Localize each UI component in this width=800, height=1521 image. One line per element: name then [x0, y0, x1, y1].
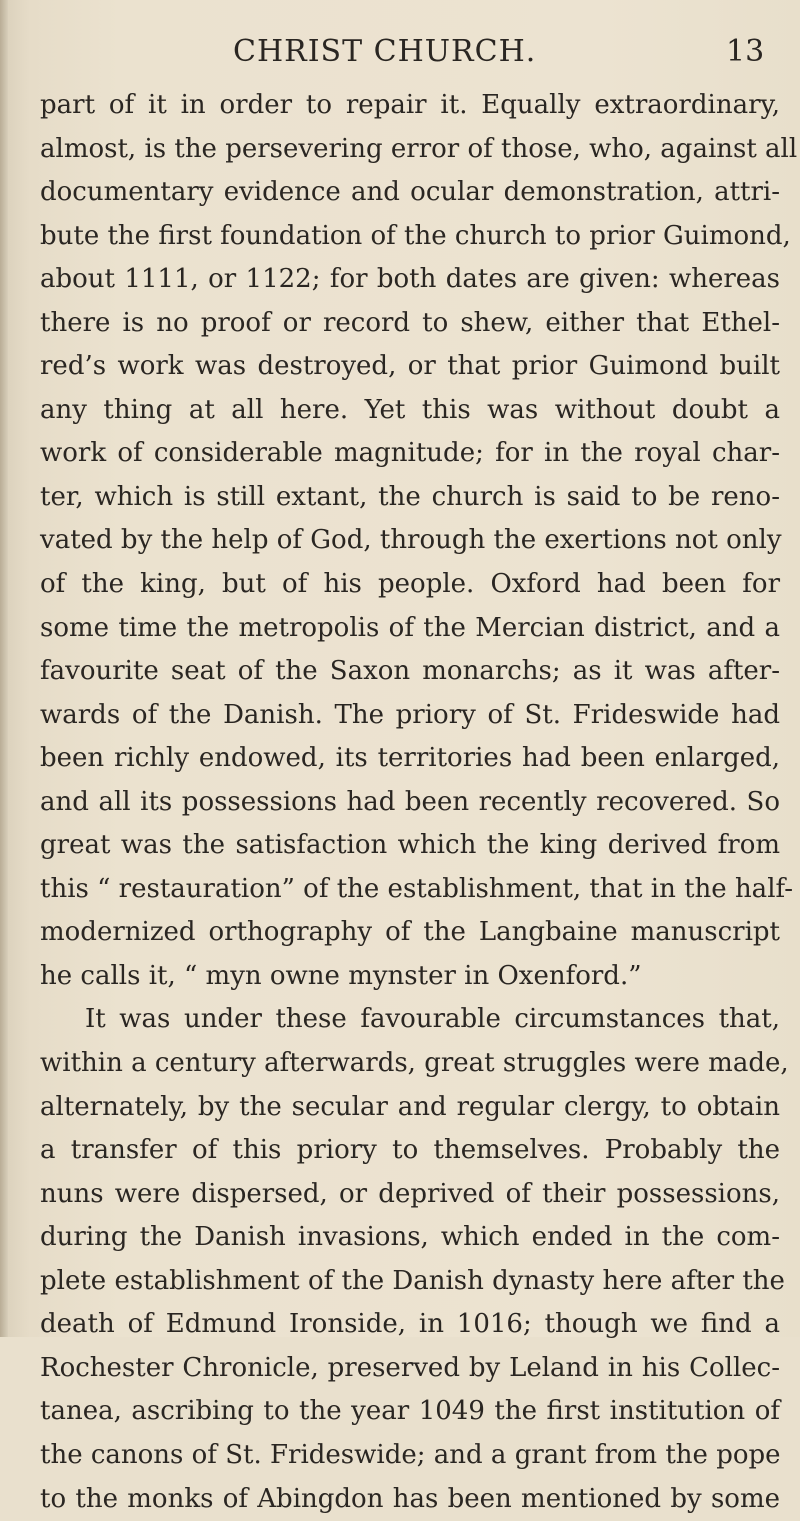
text-line: the canons of St. Frideswide; and a grant from the pope [40, 1434, 780, 1478]
text-line: Rochester Chronicle, preserved by Leland in his Collec- [40, 1347, 780, 1391]
text-line: vated by the help of God, through the exertions not only [40, 519, 780, 563]
text-line: during the Danish invasions, which ended in the com- [40, 1216, 780, 1260]
running-title: CHRIST CHURCH. [233, 34, 536, 69]
text-line: this “ restauration” of the establishment, that in the half- [40, 868, 780, 912]
page-spine-shadow [0, 0, 8, 1337]
text-line: nuns were dispersed, or deprived of their possessions, [40, 1173, 780, 1217]
text-line: of the king, but of his people. Oxford had been for [40, 563, 780, 607]
text-line: work of considerable magnitude; for in the royal char- [40, 432, 780, 476]
text-line: part of it in order to repair it. Equally extraordinary, [40, 84, 780, 128]
page-header [0, 34, 800, 74]
text-line: modernized orthography of the Langbaine manuscript [40, 911, 780, 955]
text-line: and all its possessions had been recently recovered. So [40, 781, 780, 825]
paragraph-start-line: It was under these favourable circumstances that, [40, 998, 780, 1042]
text-line: ter, which is still extant, the church is said to be reno- [40, 476, 780, 520]
text-line: alternately, by the secular and regular clergy, to obtain [40, 1086, 780, 1130]
text-line: favourite seat of the Saxon monarchs; as it was after- [40, 650, 780, 694]
text-line: been richly endowed, its territories had been enlarged, [40, 737, 780, 781]
text-line: documentary evidence and ocular demonstration, attri- [40, 171, 780, 215]
text-line: almost, is the persevering error of those, who, against all [40, 128, 780, 172]
body-text [40, 84, 780, 1521]
text-line: any thing at all here. Yet this was without doubt a [40, 389, 780, 433]
text-line: there is no proof or record to shew, either that Ethel- [40, 302, 780, 346]
text-line: a transfer of this priory to themselves. Probably the [40, 1129, 780, 1173]
text-line: tanea, ascribing to the year 1049 the first institution of [40, 1390, 780, 1434]
text-line: bute the first foundation of the church to prior Guimond, [40, 215, 780, 259]
page-number: 13 [726, 34, 764, 69]
text-line: death of Edmund Ironside, in 1016; though we find a [40, 1303, 780, 1347]
text-line: some time the metropolis of the Mercian district, and a [40, 607, 780, 651]
text-line: plete establishment of the Danish dynasty here after the [40, 1260, 780, 1304]
text-line: red’s work was destroyed, or that prior Guimond built [40, 345, 780, 389]
text-line: wards of the Danish. The priory of St. Frideswide had [40, 694, 780, 738]
paragraph-end-line: he calls it, “ myn owne mynster in Oxenford.” [40, 955, 780, 999]
text-line: great was the satisfaction which the king derived from [40, 824, 780, 868]
text-line: to the monks of Abingdon has been mentioned by some [40, 1478, 780, 1521]
text-line: within a century afterwards, great struggles were made, [40, 1042, 780, 1086]
text-line: about 1111, or 1122; for both dates are given: whereas [40, 258, 780, 302]
